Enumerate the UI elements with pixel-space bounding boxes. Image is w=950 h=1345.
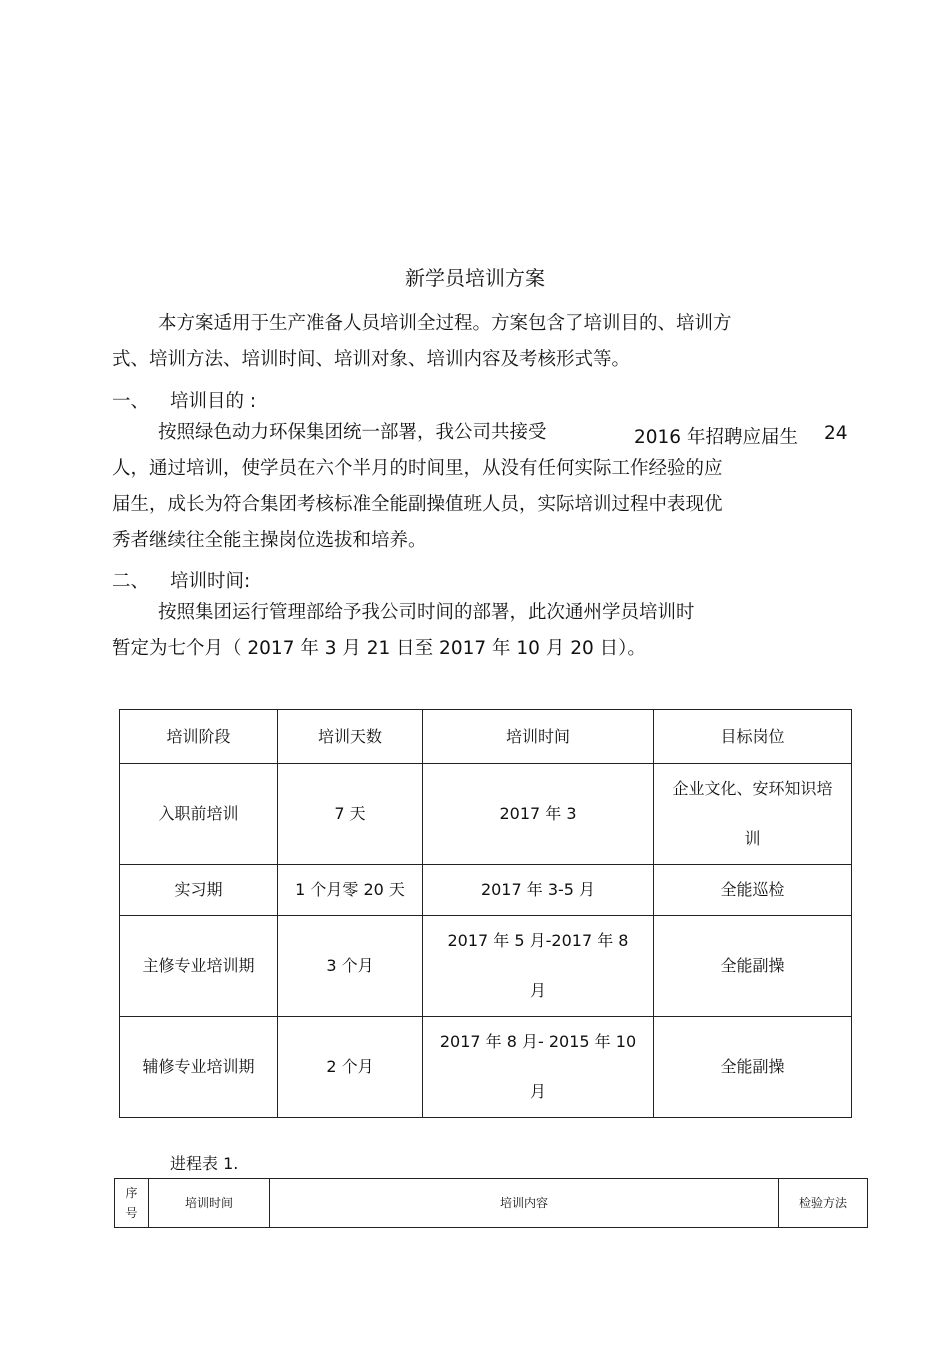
cell-time-line: 2017 年 8 月- 2015 年 10 bbox=[439, 1032, 637, 1051]
header-seq bbox=[115, 1179, 149, 1228]
cell-days: 3 个月 bbox=[278, 916, 423, 1017]
intro-line-1: 本方案适用于生产准备人员培训全过程。方案包含了培训目的、培训方 bbox=[158, 313, 732, 334]
cell-days: 7 天 bbox=[278, 764, 423, 865]
header-train-content: 培训内容 bbox=[270, 1179, 779, 1228]
table-header-row bbox=[120, 710, 852, 764]
cell-target-line: 全能副操 bbox=[720, 956, 785, 975]
page-title: 新学员培训方案 bbox=[405, 266, 545, 290]
cell-stage: 主修专业培训期 bbox=[120, 916, 278, 1017]
cell-time-line: 月 bbox=[529, 1082, 546, 1101]
cell-target-line: 全能副操 bbox=[720, 1057, 785, 1076]
cell-target bbox=[654, 865, 852, 916]
cell-stage: 入职前培训 bbox=[120, 764, 278, 865]
progress-table bbox=[114, 1178, 868, 1228]
section-1-title: 培训目的 : bbox=[170, 391, 257, 412]
section-1-line-4: 秀者继续往全能主操岗位选拔和培养。 bbox=[112, 530, 427, 551]
section-1-year-text: 2016 年招聘应届生 bbox=[634, 427, 798, 448]
section-1-line-2: 人，通过培训，使学员在六个半月的时间里，从没有任何实际工作经验的应 bbox=[112, 458, 723, 479]
cell-days: 1 个月零 20 天 bbox=[278, 865, 423, 916]
section-2-title: 培训时间: bbox=[170, 571, 251, 592]
header-seq-line: 号 bbox=[125, 1206, 138, 1220]
cell-time bbox=[423, 1017, 654, 1118]
table-row bbox=[120, 764, 852, 865]
cell-time bbox=[423, 916, 654, 1017]
progress-caption: 进程表 1. bbox=[170, 1154, 239, 1173]
cell-target-line: 全能巡检 bbox=[720, 880, 785, 899]
header-target: 目标岗位 bbox=[654, 710, 852, 764]
header-train-time: 培训时间 bbox=[149, 1179, 270, 1228]
cell-time-line: 2017 年 3 bbox=[499, 804, 577, 823]
table-row bbox=[120, 1017, 852, 1118]
section-2-line-1: 按照集团运行管理部给予我公司时间的部署，此次通州学员培训时 bbox=[158, 602, 695, 623]
cell-days: 2 个月 bbox=[278, 1017, 423, 1118]
cell-stage: 辅修专业培训期 bbox=[120, 1017, 278, 1118]
section-1-count: 24 bbox=[824, 423, 848, 444]
cell-target bbox=[654, 764, 852, 865]
section-2-line-2: 暂定为七个月（ 2017 年 3 月 21 日至 2017 年 10 月 20 日）。 bbox=[112, 638, 646, 659]
cell-stage: 实习期 bbox=[120, 865, 278, 916]
table-row bbox=[120, 865, 852, 916]
header-seq-line: 序 bbox=[125, 1186, 138, 1200]
cell-target-line: 训 bbox=[744, 829, 761, 848]
cell-target bbox=[654, 1017, 852, 1118]
section-1-line-1: 按照绿色动力环保集团统一部署，我公司共接受 bbox=[158, 422, 547, 443]
cell-time-line: 2017 年 5 月-2017 年 8 bbox=[447, 931, 629, 950]
header-time: 培训时间 bbox=[423, 710, 654, 764]
table-row bbox=[120, 916, 852, 1017]
section-2-number: 二、 bbox=[112, 571, 150, 592]
progress-header-row bbox=[115, 1179, 868, 1228]
cell-time bbox=[423, 865, 654, 916]
header-check-method: 检验方法 bbox=[779, 1179, 868, 1228]
intro-line-2: 式、培训方法、培训时间、培训对象、培训内容及考核形式等。 bbox=[112, 349, 631, 370]
cell-time-line: 2017 年 3-5 月 bbox=[480, 880, 596, 899]
cell-target bbox=[654, 916, 852, 1017]
schedule-table bbox=[119, 709, 852, 1118]
header-days: 培训天数 bbox=[278, 710, 423, 764]
cell-time bbox=[423, 764, 654, 865]
cell-time-line: 月 bbox=[529, 981, 546, 1000]
cell-target-line: 企业文化、安环知识培 bbox=[672, 779, 833, 798]
header-stage: 培训阶段 bbox=[120, 710, 278, 764]
section-1-line-3: 届生，成长为符合集团考核标准全能副操值班人员，实际培训过程中表现优 bbox=[112, 494, 723, 515]
section-1-number: 一、 bbox=[112, 391, 150, 412]
